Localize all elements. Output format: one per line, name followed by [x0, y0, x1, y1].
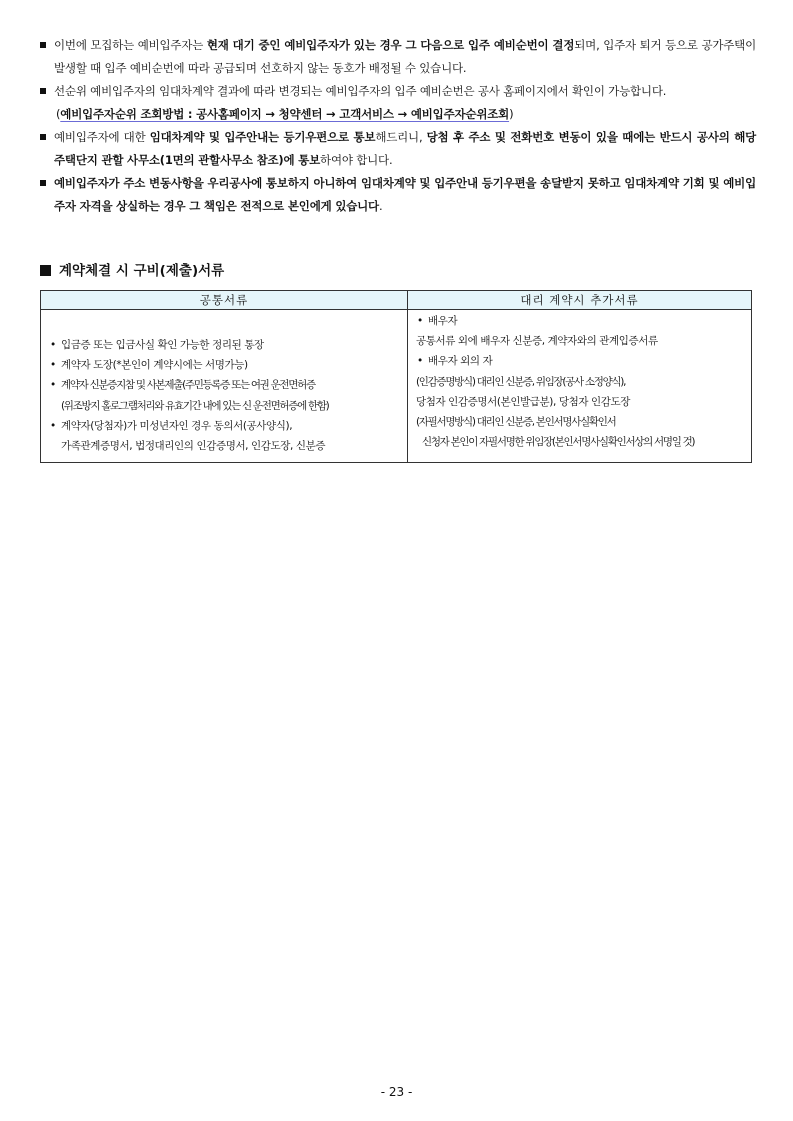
square-bullet-icon	[40, 42, 46, 48]
required-documents-table	[40, 290, 752, 463]
notice-item	[40, 126, 756, 172]
bullet-dot-icon: •	[417, 315, 423, 327]
list-item: • 입금증 또는 입금사실 확인 가능한 정리된 통장	[49, 335, 405, 355]
bullet-dot-icon: •	[417, 355, 423, 368]
square-bullet-icon	[40, 134, 46, 140]
header-proxy-documents: 대리 계약시 추가서류	[408, 291, 752, 310]
proxy-documents-cell	[408, 310, 752, 463]
list-item-continuation: 가족관계증명서, 법정대리인의 인감증명서, 인감도장, 신분증	[61, 440, 326, 453]
list-item: • 계약자 신분증지참 및 사본제출(주민등록증 또는 여권 운전면허증	[49, 375, 405, 395]
page-number: - 23 -	[380, 1085, 413, 1099]
notice-text: 이번에 모집하는 예비입주자는 현재 대기 중인 예비입주자가 있는 경우 그 다음으로 입주 예비순번이 결정되며, 입주자 퇴거 등으로 공가주택이 발생할 때 입주 예비순번에 따라 공급되며 선호하지 않는 동호가 배정될 수 있습니다.	[54, 38, 757, 75]
list-item-text: 당첨자 인감증명서(본인발급분), 당첨자 인감도장	[416, 395, 631, 408]
notice-item	[40, 34, 756, 80]
notice-text: 예비입주자에 대한 임대차계약 및 입주안내는 등기우편으로 통보해드리니, 당첨 후 주소 및 전화번호 변동이 있을 때에는 반드시 공사의 해당 주택단지 관할 사무소(1면의 관할사무소 참조)에 통보하여야 합니다.	[54, 130, 757, 167]
notice-item	[40, 172, 756, 218]
notice-text: 예비입주자가 주소 변동사항을 우리공사에 통보하지 아니하여 임대차계약 및 입주안내 등기우편을 송달받지 못하고 임대차계약 기회 및 예비입주자 자격을 상실하는 경우 그 책임은 전적으로 본인에게 있습니다.	[54, 176, 756, 213]
common-documents-cell	[41, 310, 408, 463]
list-item-text: 공통서류 외에 배우자 신분증, 계약자와의 관계입증서류	[416, 335, 658, 348]
bullet-dot-icon: •	[50, 359, 56, 372]
table-row	[41, 310, 752, 463]
section-title: 계약체결 시 구비(제출)서류	[40, 261, 224, 281]
notice-list	[40, 34, 756, 218]
list-item-text: (자필서명방식) 대리인 신분증, 본인서명사실확인서	[416, 416, 616, 429]
list-item: • 배우자 외의 자	[416, 351, 749, 371]
list-item: • 계약자(당첨자)가 미성년자인 경우 동의서(공사양식),	[49, 416, 405, 436]
bullet-dot-icon: •	[50, 379, 55, 392]
bullet-dot-icon: •	[50, 339, 56, 351]
square-bullet-icon	[40, 88, 46, 94]
list-item-text: (인감증명방식) 대리인 신분증, 위임장(공사 소정양식),	[416, 375, 626, 388]
list-item-continuation: (위조방지 홀로그램처리와 유효기간 내에 있는 신 운전면허증에 한함)	[61, 399, 329, 412]
square-bullet-icon	[40, 180, 46, 186]
table-header-row	[41, 291, 752, 310]
header-common-documents: 공통서류	[41, 291, 408, 310]
lookup-method: (예비입주자순위 조회방법 : 공사홈페이지 → 청약센터 → 고객서비스 → 예비입주자순위조회)	[56, 107, 514, 121]
list-item-text: 신청자 본인이 자필서명한 위임장(본인서명사실확인서상의 서명일 것)	[422, 436, 695, 449]
list-item: • 계약자 도장(*본인이 계약시에는 서명가능)	[49, 355, 405, 375]
notice-item	[40, 80, 756, 126]
square-bullet-icon	[40, 265, 51, 276]
bullet-dot-icon: •	[50, 419, 56, 432]
notice-text: 선순위 예비입주자의 임대차계약 결과에 따라 변경되는 예비입주자의 입주 예비순번은 공사 홈페이지에서 확인이 가능합니다.	[54, 84, 667, 98]
list-item: • 배우자	[416, 311, 749, 331]
